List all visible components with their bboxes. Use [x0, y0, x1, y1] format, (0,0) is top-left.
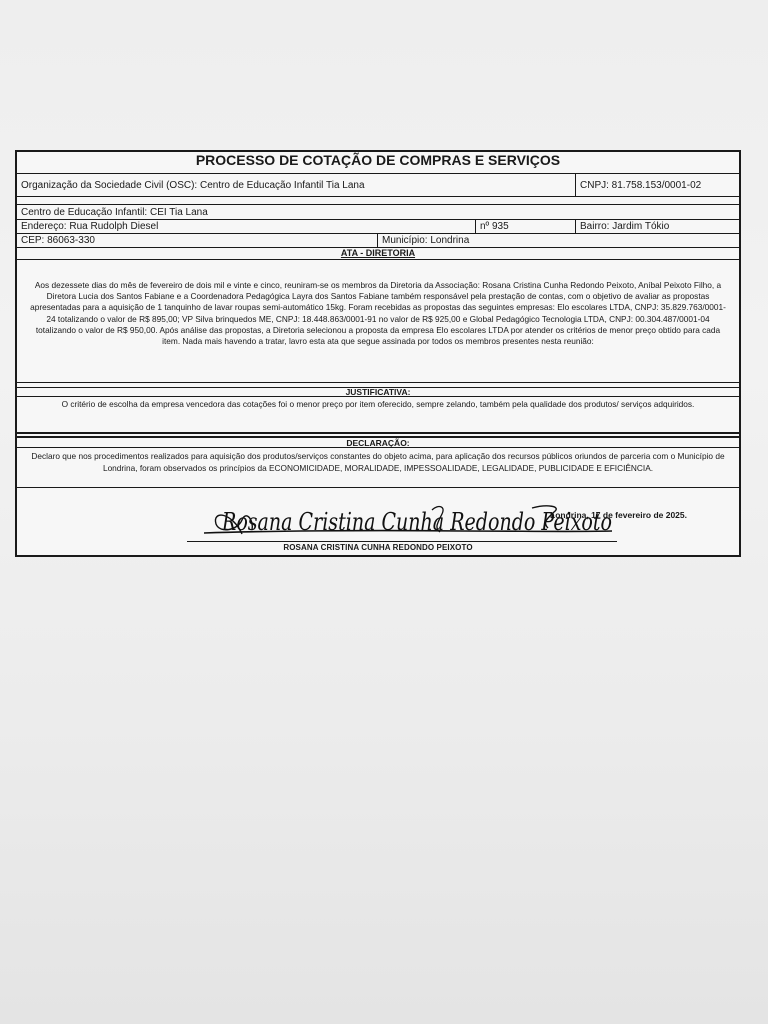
- signature-area: [17, 488, 739, 555]
- cep-field: CEP: 86063-330: [21, 235, 95, 246]
- justificativa-heading: JUSTIFICATIVA:: [17, 387, 739, 397]
- handwritten-signature: [202, 500, 622, 542]
- org-row: [17, 174, 739, 197]
- blank-row: [17, 197, 739, 205]
- address-field: Endereço: Rua Rudolph Diesel: [21, 221, 159, 232]
- justificativa-text: O critério de escolha da empresa vencedora das cotações foi o menor preço por item oferecido, sempre zelando, também pela qualidade dos produtos/ serviços adquiridos.: [61, 399, 695, 409]
- address-row: [17, 220, 739, 234]
- ata-heading: ATA - DIRETORIA: [17, 248, 739, 260]
- org-field: Organização da Sociedade Civil (OSC): Centro de Educação Infantil Tia Lana: [21, 179, 365, 191]
- form-title: PROCESSO DE COTAÇÃO DE COMPRAS E SERVIÇOS: [17, 152, 739, 174]
- cnpj-field: CNPJ: 81.758.153/0001-02: [575, 174, 739, 196]
- date-line: Londrina, 17 de fevereiro de 2025.: [550, 510, 688, 520]
- declaracao-text: Declaro que nos procedimentos realizados para aquisição dos produtos/serviços constantes do objeto acima, para aplicação dos recursos públicos oriundos de parceria com o Município de Londrina, foram observados os princípios da ECONOMICIDADE, MORALIDADE, IMPESSOALIDADE, LEGALIDADE, PUBLICIDADE E EFICIÊNCIA.: [17, 448, 739, 488]
- signature-line: [187, 541, 617, 542]
- bairro-field: Bairro: Jardim Tókio: [575, 220, 739, 233]
- signatory-name: ROSANA CRISTINA CUNHA REDONDO PEIXOTO: [283, 543, 473, 552]
- ata-text: Aos dezessete dias do mês de fevereiro de dois mil e vinte e cinco, reuniram-se os membros da Diretoria da Associação: Rosana Cristina Cunha Redondo Peixoto, Aníbal Peixoto Filho, a Diretora Lucia dos Santos Fabiane e a Coordenadora Pedagógica Layra dos Santos Fabiane também responsável pela prestação de contas, com o objetivo de avaliar as propostas apresentadas para a aquisição de 1 tanquinho de lavar roupas semi-automático 15kg. Foram recebidas as propostas das seguintes empresas: Elo escolares LTDA, CNPJ: 35.829.763/0001-24 totalizando o valor de R$ 895,00; VP Silva brinquedos ME, CNPJ: 18.448.863/0001-91 no valor de R$ 925,00 e Global Pedagógico Tecnologia LTDA, CNPJ: 00.304.487/0001-04 totalizando o valor de R$ 950,00. Após análise das propostas, a Diretoria selecionou a proposta da empresa Elo escolares LTDA por atender os critérios de menor preço obtido para cada item. Nada mais havendo a tratar, lavro esta ata que segue assinada por todos os membros presentes nesta reunião:: [30, 280, 726, 347]
- cep-row: [17, 234, 739, 248]
- number-field: nº 935: [475, 220, 575, 233]
- cei-field: Centro de Educação Infantil: CEI Tia Lana: [21, 206, 208, 218]
- cei-row: [17, 205, 739, 220]
- signature-text: Rosana Cristina Cunha Redondo Peixoto: [221, 508, 612, 536]
- declaracao-heading: DECLARAÇÃO:: [17, 438, 739, 448]
- quotation-form: [15, 150, 741, 557]
- municipio-field: Município: Londrina: [377, 234, 739, 247]
